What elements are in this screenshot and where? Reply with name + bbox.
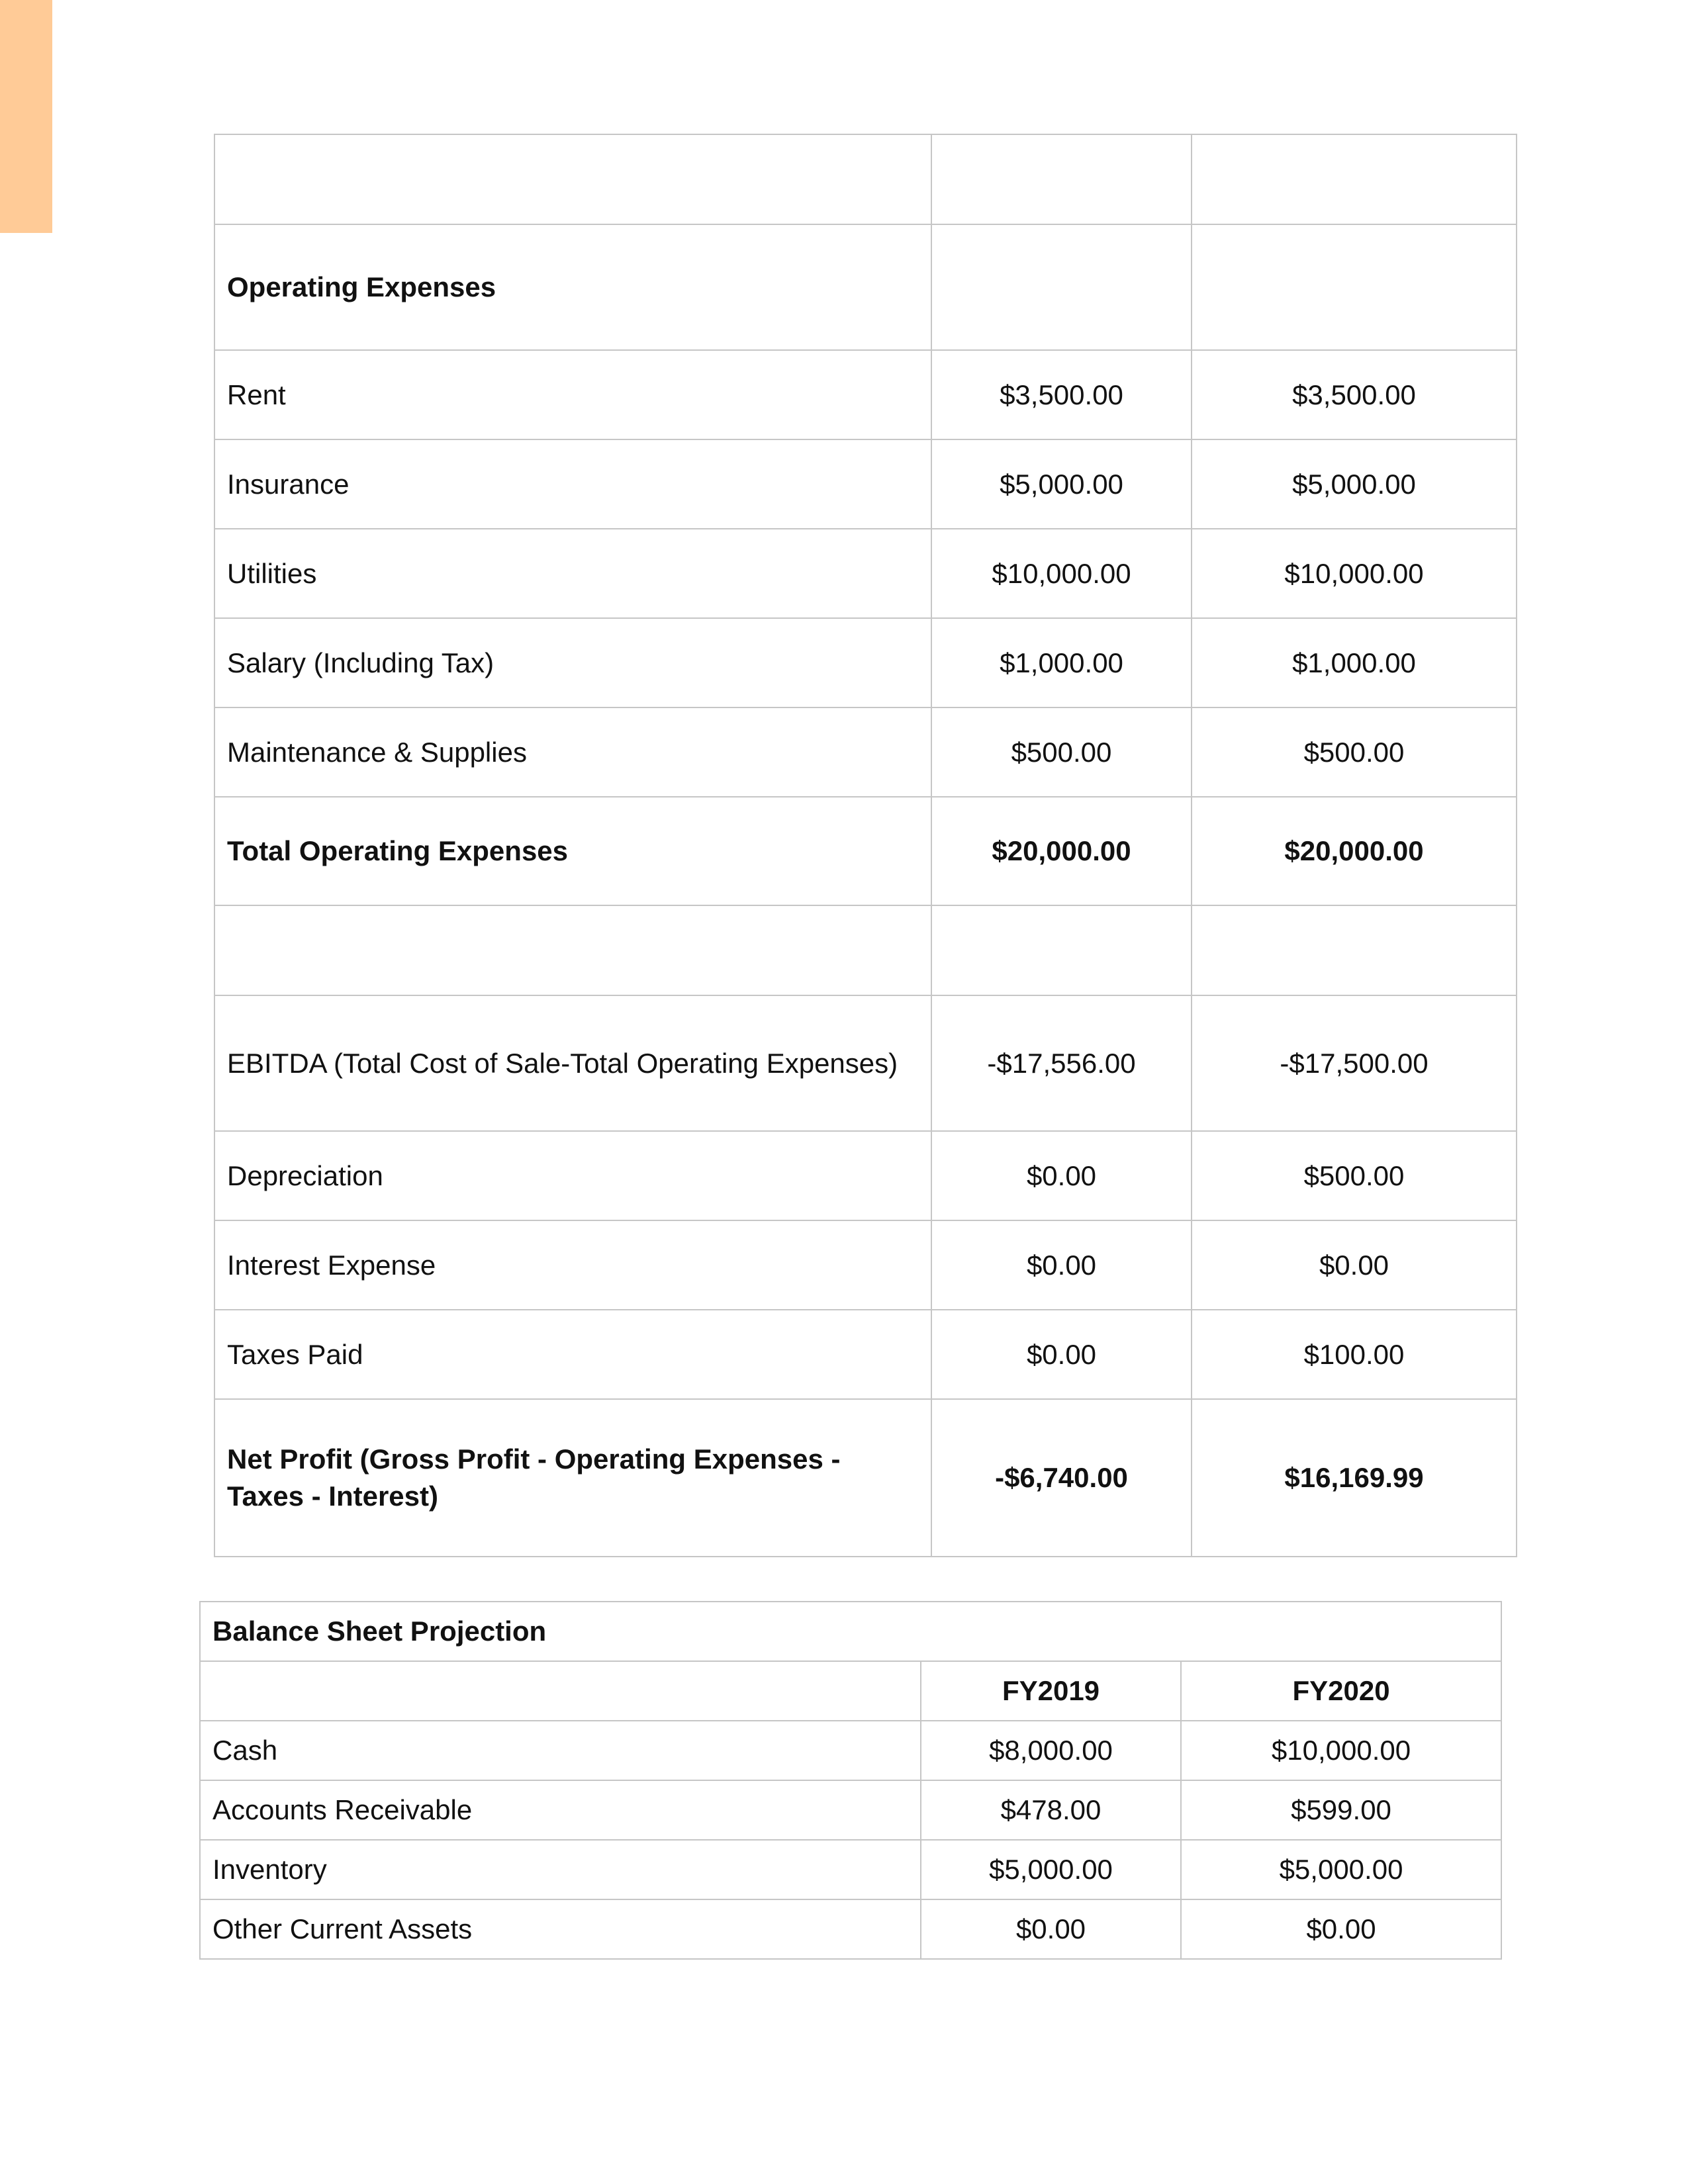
balance-title-row	[200, 1602, 1501, 1661]
value-year2: $500.00	[1192, 707, 1517, 797]
total-year1: $20,000.00	[931, 797, 1192, 905]
row-label: Rent	[214, 350, 931, 439]
row-label: EBITDA (Total Cost of Sale-Total Operating Expenses)	[214, 995, 931, 1131]
value-fy2020: $599.00	[1181, 1780, 1501, 1840]
table-row	[200, 1721, 1501, 1780]
value-year2: $1,000.00	[1192, 618, 1517, 707]
row-label: Inventory	[200, 1840, 921, 1899]
value-year1: $1,000.00	[931, 618, 1192, 707]
table-row	[214, 134, 1517, 224]
empty-cell	[1192, 905, 1517, 995]
value-year1: -$17,556.00	[931, 995, 1192, 1131]
value-year1: $0.00	[931, 1131, 1192, 1220]
value-year2: -$17,500.00	[1192, 995, 1517, 1131]
row-label: Utilities	[214, 529, 931, 618]
page-accent-tab	[0, 0, 52, 233]
value-fy2019: $8,000.00	[921, 1721, 1181, 1780]
row-label: Cash	[200, 1721, 921, 1780]
value-year2: $500.00	[1192, 1131, 1517, 1220]
row-label: Depreciation	[214, 1131, 931, 1220]
empty-cell	[931, 224, 1192, 350]
table-row	[214, 1220, 1517, 1310]
table-row	[214, 1310, 1517, 1399]
row-label: Accounts Receivable	[200, 1780, 921, 1840]
value-year2: $100.00	[1192, 1310, 1517, 1399]
empty-cell	[1192, 134, 1517, 224]
value-year2: $10,000.00	[1192, 529, 1517, 618]
balance-header-row	[200, 1661, 1501, 1721]
spacer-row	[214, 905, 1517, 995]
value-fy2020: $10,000.00	[1181, 1721, 1501, 1780]
total-row	[214, 797, 1517, 905]
value-fy2019: $0.00	[921, 1899, 1181, 1959]
value-year2: $3,500.00	[1192, 350, 1517, 439]
row-label: Insurance	[214, 439, 931, 529]
empty-cell	[214, 905, 931, 995]
net-profit-row	[214, 1399, 1517, 1557]
row-label: Taxes Paid	[214, 1310, 931, 1399]
empty-cell	[1192, 224, 1517, 350]
table-row	[200, 1780, 1501, 1840]
section-heading-row	[214, 224, 1517, 350]
empty-cell	[931, 134, 1192, 224]
value-year1: $0.00	[931, 1310, 1192, 1399]
row-label: Maintenance & Supplies	[214, 707, 931, 797]
total-label: Total Operating Expenses	[214, 797, 931, 905]
value-year2: $0.00	[1192, 1220, 1517, 1310]
header-fy2019: FY2019	[921, 1661, 1181, 1721]
value-fy2020: $0.00	[1181, 1899, 1501, 1959]
row-label: Other Current Assets	[200, 1899, 921, 1959]
total-year2: $20,000.00	[1192, 797, 1517, 905]
value-fy2019: $478.00	[921, 1780, 1181, 1840]
row-label: Salary (Including Tax)	[214, 618, 931, 707]
header-label	[200, 1661, 921, 1721]
value-year1: $5,000.00	[931, 439, 1192, 529]
table-row	[214, 707, 1517, 797]
net-profit-label: Net Profit (Gross Profit - Operating Expenses - Taxes - Interest)	[214, 1399, 931, 1557]
table-row	[200, 1899, 1501, 1959]
row-label: Interest Expense	[214, 1220, 931, 1310]
value-year1: $10,000.00	[931, 529, 1192, 618]
net-profit-year1: -$6,740.00	[931, 1399, 1192, 1557]
value-year2: $5,000.00	[1192, 439, 1517, 529]
value-year1: $3,500.00	[931, 350, 1192, 439]
table-row	[214, 618, 1517, 707]
empty-cell	[214, 134, 931, 224]
table-row	[214, 439, 1517, 529]
table-row	[200, 1840, 1501, 1899]
value-fy2020: $5,000.00	[1181, 1840, 1501, 1899]
table-row	[214, 995, 1517, 1131]
table-row	[214, 529, 1517, 618]
table-row	[214, 350, 1517, 439]
value-year1: $0.00	[931, 1220, 1192, 1310]
value-fy2019: $5,000.00	[921, 1840, 1181, 1899]
header-fy2020: FY2020	[1181, 1661, 1501, 1721]
balance-sheet-title: Balance Sheet Projection	[200, 1602, 1501, 1661]
income-statement-table	[214, 134, 1517, 1557]
empty-cell	[931, 905, 1192, 995]
section-heading: Operating Expenses	[214, 224, 931, 350]
balance-sheet-table	[199, 1601, 1502, 1960]
net-profit-year2: $16,169.99	[1192, 1399, 1517, 1557]
table-row	[214, 1131, 1517, 1220]
value-year1: $500.00	[931, 707, 1192, 797]
